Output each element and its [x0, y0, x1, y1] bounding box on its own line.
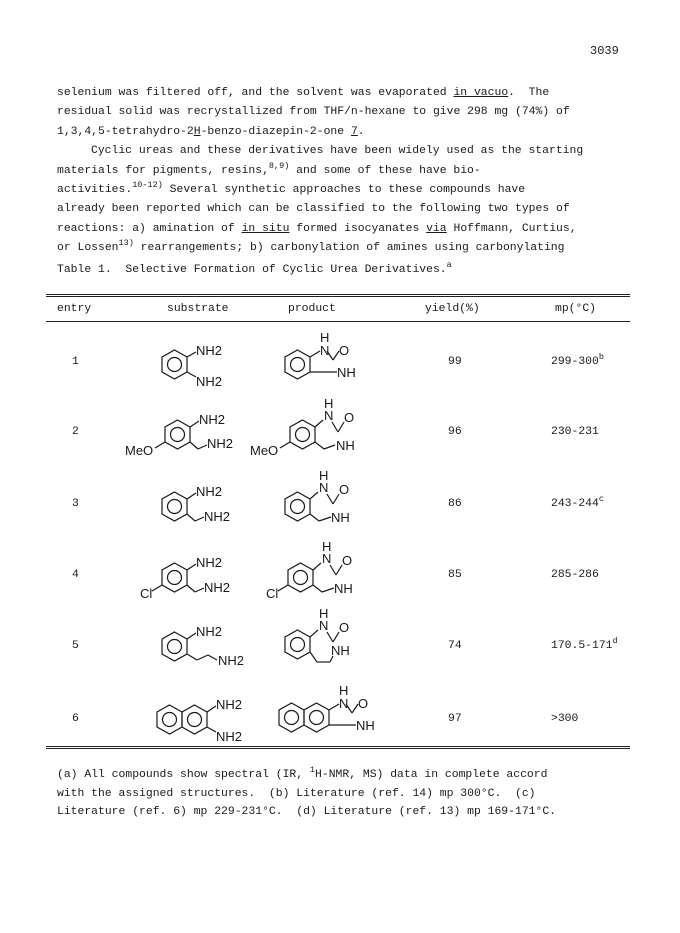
mp-value [551, 713, 578, 725]
text-run: Hoffmann, Curtius, [446, 222, 577, 235]
nitrogen-label: N [319, 480, 329, 495]
mp-value [551, 352, 604, 368]
mp-text: 285-286 [551, 569, 599, 581]
mp-value [551, 494, 604, 510]
table-header-rule [46, 321, 630, 322]
amine-label: NH2 [204, 580, 231, 595]
paragraph-2-line-1: Cyclic ureas and these derivatives have been widely used as the starting [91, 145, 584, 158]
oxygen-label: O [339, 343, 350, 358]
italic-underlined-term: via [426, 222, 447, 235]
nh-label: NH [331, 643, 350, 658]
table-bottom-rule [46, 746, 630, 747]
product-structure-3 [275, 468, 375, 537]
nitrogen-label: N [319, 618, 329, 633]
entry-number: 5 [72, 640, 79, 652]
table-footnotes [57, 766, 556, 822]
body-text [57, 84, 627, 259]
paragraph-1-line-3 [57, 123, 627, 142]
nitrogen-label: N [324, 408, 334, 423]
nh-label: NH [334, 581, 353, 596]
text-run: reactions: a) amination of [57, 222, 242, 235]
paragraph-2-line-4: already been reported which can be classified to the following two types of [57, 203, 570, 216]
mp-footnote: b [598, 352, 604, 363]
amine-label: NH2 [199, 412, 226, 427]
italic-underlined-term: in situ [241, 222, 290, 235]
yield-value: 74 [448, 640, 462, 652]
underlined-h: H [193, 125, 201, 138]
mp-footnote: c [598, 494, 604, 505]
entry-number: 3 [72, 498, 79, 510]
hydrogen-label: H [320, 330, 330, 345]
amine-label: NH2 [207, 436, 234, 451]
amine-label: NH2 [216, 697, 243, 712]
oxygen-label: O [358, 696, 369, 711]
substrate-structure-3 [152, 477, 252, 542]
hydrogen-label: H [339, 683, 349, 698]
mp-footnote: d [612, 636, 618, 647]
mp-text: 230-231 [551, 426, 599, 438]
reference-superscript: 10-12) [132, 180, 163, 191]
text-run: and some of these have bio- [289, 164, 481, 177]
hydrogen-label: H [324, 396, 334, 411]
yield-value: 85 [448, 569, 462, 581]
hydrogen-label: H [319, 468, 329, 483]
substrate-structure-1 [152, 335, 252, 400]
methoxy-label: MeO [250, 443, 279, 458]
nh-label: NH [337, 365, 356, 380]
paragraph-2-line-5 [57, 220, 627, 239]
nitrogen-label: N [320, 343, 330, 358]
table-caption [57, 260, 452, 276]
nitrogen-label: N [322, 551, 332, 566]
yield-value: 99 [448, 356, 462, 368]
paragraph-1-line-2: residual solid was recrystallized from THF/n-hexane to give 298 mg (74%) of [57, 106, 570, 119]
paragraph-2-line-3 [57, 181, 627, 200]
chloro-label: Cl [140, 586, 153, 601]
substrate-structure-5 [152, 617, 262, 682]
table-bottom-rule [46, 748, 630, 749]
text-run: selenium was filtered off, and the solvent was evaporated [57, 87, 454, 99]
amine-label: NH2 [196, 484, 223, 499]
paragraph-2-line-6 [57, 239, 627, 258]
reference-superscript: 8,9) [268, 160, 290, 171]
header-substrate: substrate [167, 303, 229, 315]
nitrogen-label: N [339, 696, 349, 711]
entry-number: 2 [72, 426, 79, 438]
mp-value [551, 569, 599, 581]
oxygen-label: O [344, 410, 355, 425]
amine-label: NH2 [196, 555, 223, 570]
footnote-line-3: Literature (ref. 6) mp 229-231°C. (d) Literature (ref. 13) mp 169-171°C. [57, 806, 556, 819]
entry-number: 4 [72, 569, 79, 581]
oxygen-label: O [339, 620, 350, 635]
nmr-superscript: 1 [309, 765, 316, 776]
amine-label: NH2 [196, 374, 223, 389]
product-structure-5 [275, 606, 375, 680]
mp-text: 170.5-171 [551, 640, 613, 652]
product-structure-2 [250, 396, 380, 465]
text-run: rearrangements; b) carbonylation of amines using carbonylating [133, 242, 565, 255]
substrate-structure-4 [136, 548, 256, 613]
text-run: 1,3,4,5-tetrahydro-2 [57, 125, 194, 138]
text-run: formed isocyanates [289, 222, 427, 235]
product-structure-4 [262, 539, 382, 608]
table-top-rule [46, 294, 630, 295]
text-run: activities. [57, 184, 133, 197]
header-yield: yield(%) [425, 303, 480, 315]
caption-footnote-marker: a [446, 260, 452, 271]
text-run: . The [508, 87, 550, 99]
product-structure-6 [272, 683, 392, 748]
compound-number: 7 [350, 125, 358, 138]
amine-label: NH2 [218, 653, 245, 668]
hydrogen-label: H [319, 606, 329, 621]
text-run: or Lossen [57, 242, 119, 255]
footnote-line-2: with the assigned structures. (b) Literature (ref. 14) mp 300°C. (c) [57, 787, 536, 800]
entry-number: 6 [72, 713, 79, 725]
reference-superscript: 13) [118, 238, 134, 249]
nh-label: NH [356, 718, 375, 733]
yield-value: 97 [448, 713, 462, 725]
amine-label: NH2 [216, 729, 243, 744]
text-run: (a) All compounds show spectral (IR, [57, 769, 310, 781]
mp-text: >300 [551, 713, 579, 725]
amine-label: NH2 [196, 343, 223, 358]
text-run: -benzo-diazepin-2-one [200, 125, 351, 138]
header-entry: entry [57, 303, 92, 315]
text-run: materials for pigments, resins, [57, 164, 269, 177]
yield-value: 96 [448, 426, 462, 438]
caption-text: Table 1. Selective Formation of Cyclic Urea Derivatives. [57, 264, 447, 276]
mp-text: 243-244 [551, 498, 599, 510]
text-run: . [357, 125, 365, 138]
mp-value [551, 426, 599, 438]
text-run: H-NMR, MS) data in complete accord [315, 769, 548, 781]
substrate-structure-2 [125, 405, 255, 470]
mp-text: 299-300 [551, 356, 599, 368]
hydrogen-label: H [322, 539, 332, 554]
nh-label: NH [336, 438, 355, 453]
italic-underlined-term: in vacuo [453, 87, 509, 99]
entry-number: 1 [72, 356, 79, 368]
oxygen-label: O [342, 553, 353, 568]
oxygen-label: O [339, 482, 350, 497]
product-structure-1 [275, 330, 375, 395]
nh-label: NH [331, 510, 350, 525]
amine-label: NH2 [204, 509, 231, 524]
yield-value: 86 [448, 498, 462, 510]
header-product: product [288, 303, 336, 315]
chloro-label: Cl [266, 586, 279, 601]
mp-value [551, 636, 618, 652]
text-run: Several synthetic approaches to these compounds have [162, 184, 526, 197]
page-number: 3039 [590, 44, 619, 58]
table-top-rule [46, 296, 630, 297]
methoxy-label: MeO [125, 443, 154, 458]
amine-label: NH2 [196, 624, 223, 639]
paragraph-2-line-2 [57, 162, 627, 181]
footnote-line-1 [57, 766, 556, 785]
header-mp: mp(°C) [555, 303, 597, 315]
paragraph-1-line-1 [57, 84, 627, 103]
